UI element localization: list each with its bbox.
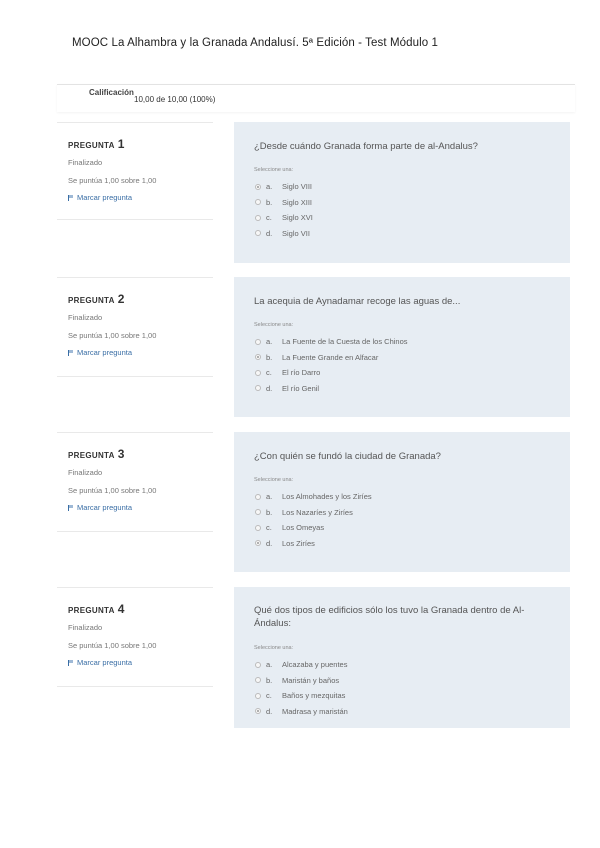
question-state-1: Finalizado	[68, 158, 103, 167]
flag-question-link-3[interactable]: Marcar pregunta	[68, 503, 132, 512]
question-number-1: PREGUNTA 1	[68, 137, 125, 151]
flag-icon	[68, 660, 74, 666]
question-number-4: PREGUNTA 4	[68, 602, 125, 616]
question-text-1: ¿Desde cuándo Granada forma parte de al-Andalus?	[254, 141, 478, 152]
radio-button[interactable]	[255, 494, 261, 500]
answer-option[interactable]: c. Baños y mezquitas	[255, 688, 348, 704]
flag-question-link-1[interactable]: Marcar pregunta	[68, 193, 132, 202]
radio-button[interactable]	[255, 708, 261, 714]
answer-option[interactable]: d. El río Genil	[255, 381, 408, 397]
question-state-2: Finalizado	[68, 313, 103, 322]
radio-button[interactable]	[255, 184, 261, 190]
flag-question-link-4[interactable]: Marcar pregunta	[68, 658, 132, 667]
question-grade-1: Se puntúa 1,00 sobre 1,00	[68, 176, 157, 185]
question-number-2: PREGUNTA 2	[68, 292, 125, 306]
answer-option[interactable]: a. Los Almohades y los Ziríes	[255, 489, 372, 505]
answer-option[interactable]: a. Alcazaba y puentes	[255, 657, 348, 673]
answer-option[interactable]: b. La Fuente Grande en Alfacar	[255, 350, 408, 366]
question-content-2	[234, 277, 570, 417]
radio-button[interactable]	[255, 677, 261, 683]
radio-button[interactable]	[255, 509, 261, 515]
question-number-3: PREGUNTA 3	[68, 447, 125, 461]
answer-prompt-1: Seleccione una:	[254, 167, 294, 173]
question-state-4: Finalizado	[68, 623, 103, 632]
answer-option[interactable]: c. El río Darro	[255, 365, 408, 381]
grade-summary-value: 10,00 de 10,00 (100%)	[134, 95, 216, 104]
answer-option[interactable]: b. Maristán y baños	[255, 673, 348, 689]
answer-option[interactable]: d. Los Ziríes	[255, 536, 372, 552]
answer-option[interactable]: a. Siglo VIII	[255, 179, 313, 195]
answer-list-2	[255, 334, 408, 396]
flag-icon	[68, 505, 74, 511]
answer-option[interactable]: d. Madrasa y maristán	[255, 704, 348, 720]
flag-icon	[68, 195, 74, 201]
flag-icon	[68, 350, 74, 356]
radio-button[interactable]	[255, 525, 261, 531]
radio-button[interactable]	[255, 230, 261, 236]
question-state-3: Finalizado	[68, 468, 103, 477]
answer-option[interactable]: a. La Fuente de la Cuesta de los Chinos	[255, 334, 408, 350]
question-content-3	[234, 432, 570, 572]
radio-button[interactable]	[255, 370, 261, 376]
question-content-1	[234, 122, 570, 263]
radio-button[interactable]	[255, 693, 261, 699]
answer-option[interactable]: c. Siglo XVI	[255, 210, 313, 226]
flag-question-link-2[interactable]: Marcar pregunta	[68, 348, 132, 357]
document-title: MOOC La Alhambra y la Granada Andalusí. 5ª Edición - Test Módulo 1	[72, 37, 439, 49]
answer-option[interactable]: b. Los Nazaríes y Ziríes	[255, 505, 372, 521]
answer-prompt-2: Seleccione una:	[254, 322, 294, 328]
radio-button[interactable]	[255, 385, 261, 391]
question-text-3: ¿Con quién se fundó la ciudad de Granada?	[254, 451, 441, 462]
grade-summary	[57, 84, 575, 112]
answer-list-3	[255, 489, 372, 551]
answer-prompt-4: Seleccione una:	[254, 645, 294, 651]
radio-button[interactable]	[255, 662, 261, 668]
question-info-3	[57, 432, 213, 532]
question-info-4	[57, 587, 213, 687]
answer-option[interactable]: c. Los Omeyas	[255, 520, 372, 536]
radio-button[interactable]	[255, 354, 261, 360]
answer-prompt-3: Seleccione una:	[254, 477, 294, 483]
radio-button[interactable]	[255, 339, 261, 345]
answer-option[interactable]: d. Siglo VII	[255, 226, 313, 242]
radio-button[interactable]	[255, 215, 261, 221]
radio-button[interactable]	[255, 540, 261, 546]
answer-list-4	[255, 657, 348, 719]
answer-option[interactable]: b. Siglo XIII	[255, 195, 313, 211]
grade-summary-label: Calificación	[89, 88, 134, 97]
question-info-2	[57, 277, 213, 377]
question-text-4: Qué dos tipos de edificios sólo los tuvo la Granada dentro de Al-Ándalus:	[254, 605, 525, 629]
question-info-1	[57, 122, 213, 220]
radio-button[interactable]	[255, 199, 261, 205]
answer-list-1	[255, 179, 313, 241]
question-text-2: La acequia de Aynadamar recoge las aguas de...	[254, 296, 461, 307]
question-content-4	[234, 587, 570, 728]
question-grade-3: Se puntúa 1,00 sobre 1,00	[68, 486, 157, 495]
question-grade-4: Se puntúa 1,00 sobre 1,00	[68, 641, 157, 650]
question-grade-2: Se puntúa 1,00 sobre 1,00	[68, 331, 157, 340]
